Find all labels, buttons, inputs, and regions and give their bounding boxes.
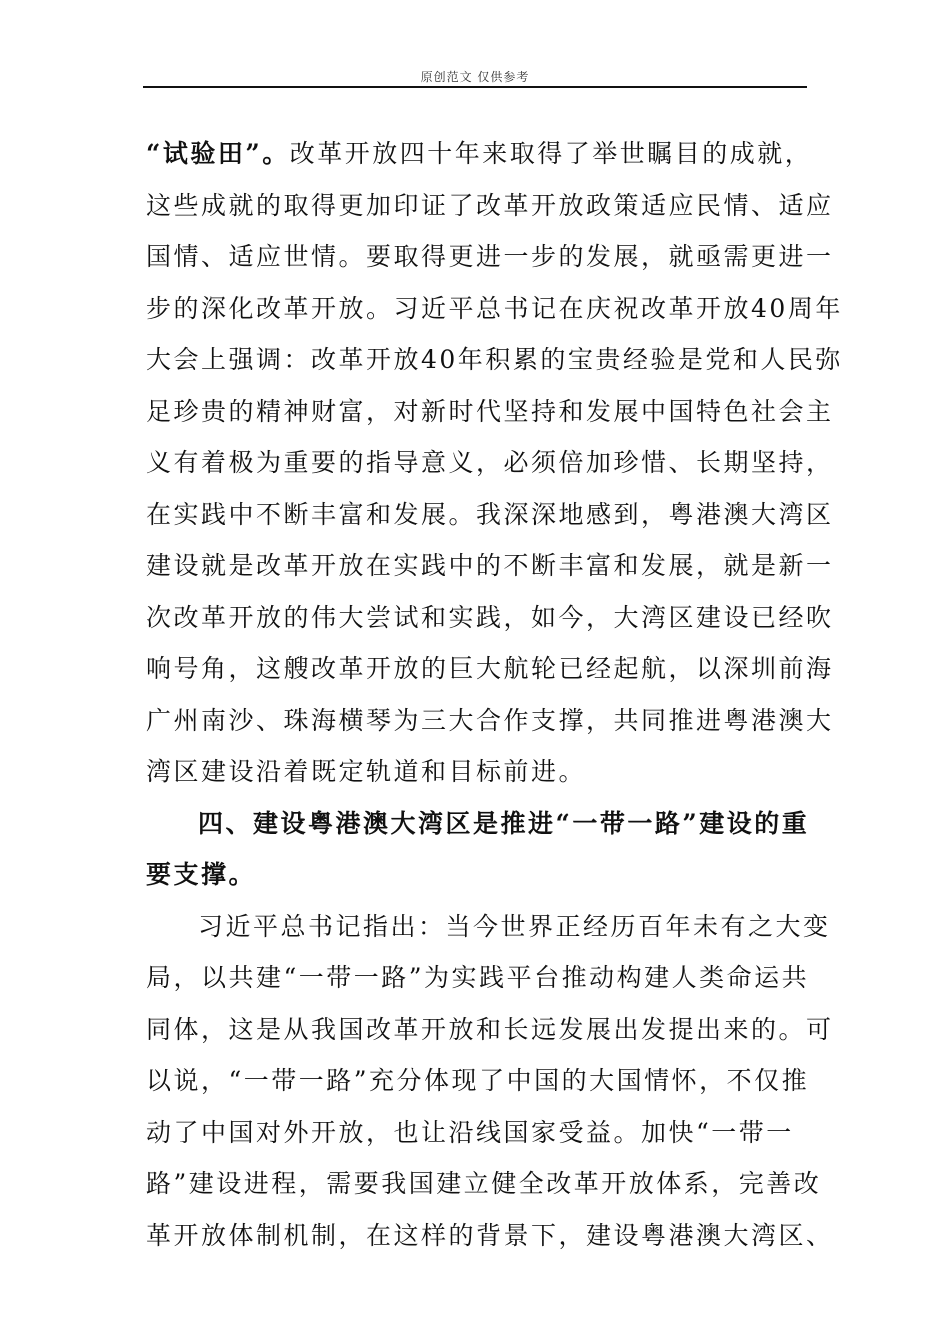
paragraph-line: 同体，这是从我国改革开放和长远发展出发提出来的。可	[146, 1014, 834, 1044]
paragraph-line: 义有着极为重要的指导意义，必须倍加珍惜、长期坚持，	[146, 448, 834, 477]
header-text: 原创范文 仅供参考	[420, 70, 530, 84]
paragraph-line: 大会上强调：改革开放40年积累的宝贵经验是党和人民弥	[146, 345, 843, 374]
bold-lead: “试验田”。	[146, 139, 290, 168]
page-header	[143, 66, 807, 88]
paragraph-line: 动了中国对外开放，也让沿线国家受益。加快“一带一	[146, 1117, 794, 1147]
paragraph-line: 以说，“一带一路”充分体现了中国的大国情怀，不仅推	[146, 1066, 810, 1095]
paragraph-line: 在实践中不断丰富和发展。我深深地感到，粤港澳大湾区	[146, 499, 834, 529]
paragraph-line	[146, 128, 811, 180]
section-heading-cont: 要支撑。	[146, 860, 257, 889]
paragraph-line: 习近平总书记指出：当今世界正经历百年未有之大变	[198, 911, 831, 941]
line-rest: 改革开放四十年来取得了举世瞩目的成就，	[289, 139, 813, 168]
paragraph-line: 广州南沙、珠海横琴为三大合作支撑，共同推进粤港澳大	[146, 705, 834, 735]
paragraph-line: 国情、适应世情。要取得更进一步的发展，就亟需更进一	[146, 242, 834, 271]
paragraph-line: 革开放体制机制，在这样的背景下，建设粤港澳大湾区、	[146, 1220, 834, 1250]
section-heading: 四、建设粤港澳大湾区是推进“一带一路”建设的重	[198, 808, 810, 838]
paragraph-line: 局，以共建“一带一路”为实践平台推动构建人类命运共	[146, 963, 810, 992]
paragraph-line: 湾区建设沿着既定轨道和目标前进。	[146, 757, 587, 786]
paragraph-line: 建设就是改革开放在实践中的不断丰富和发展，就是新一	[146, 551, 834, 580]
paragraph-line: 次改革开放的伟大尝试和实践，如今，大湾区建设已经吹	[146, 602, 834, 632]
paragraph-line: 步的深化改革开放。习近平总书记在庆祝改革开放40周年	[146, 293, 843, 323]
document-body	[146, 128, 843, 1261]
paragraph-line: 路”建设进程，需要我国建立健全改革开放体系，完善改	[146, 1169, 822, 1198]
paragraph-line: 足珍贵的精神财富，对新时代坚持和发展中国特色社会主	[146, 396, 834, 426]
paragraph-line: 响号角，这艘改革开放的巨大航轮已经起航，以深圳前海	[146, 654, 834, 683]
paragraph-line: 这些成就的取得更加印证了改革开放政策适应民情、适应	[146, 190, 834, 220]
